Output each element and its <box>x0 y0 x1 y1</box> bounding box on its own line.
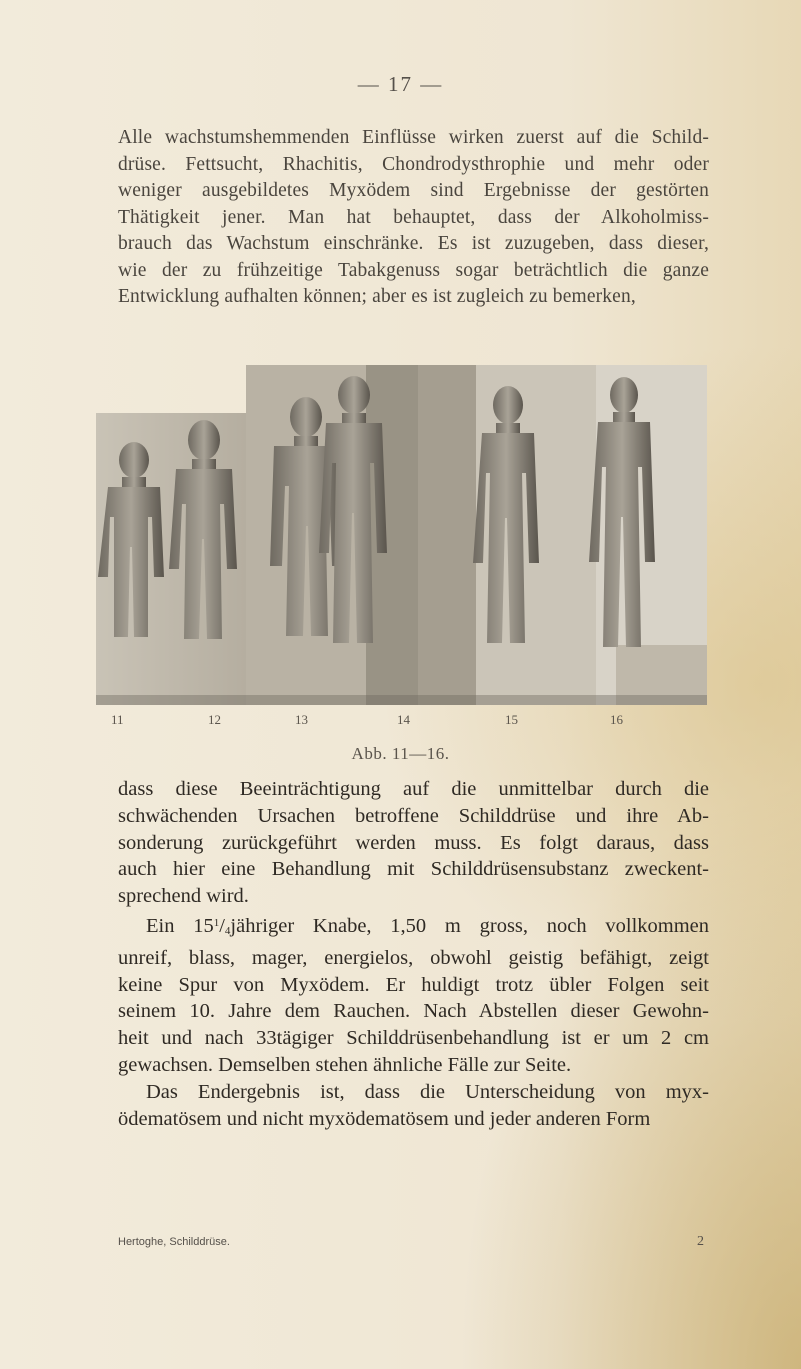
top-paragraph-line: wie der zu frühzeitige Tabakgenuss sogar beträchtlich die ganze <box>118 259 709 281</box>
paragraph-2-line: keine Spur von Myxödem. Er huldigt trotz übler Folgen seit <box>118 973 709 996</box>
bottom-paragraph-1-line: dass diese Beeinträchtigung auf die unmittelbar durch die <box>118 778 709 800</box>
figure-label-13: 13 <box>295 712 308 727</box>
figure-caption: Abb. 11—16. <box>351 744 450 763</box>
paragraph-3 <box>118 1079 709 1133</box>
page-footer <box>118 1236 704 1248</box>
figure-label-12: 12 <box>208 712 221 727</box>
paragraph-2-line: gewachsen. Demselben stehen ähnliche Fälle zur Seite. <box>118 1053 572 1076</box>
footer-source: Hertoghe, Schilddrüse. <box>118 1236 230 1248</box>
page-number: — 17 — <box>357 72 444 96</box>
bottom-paragraph-1-line: auch hier eine Behandlung mit Schilddrüsensubstanz zweckent- <box>118 858 709 881</box>
paragraph-2-line: heit und nach 33tägiger Schilddrüsenbehandlung ist er um 2 cm <box>118 1027 709 1050</box>
top-paragraph-line: brauch das Wachstum einschränke. Es ist zuzugeben, dass dieser, <box>118 233 709 254</box>
signature-mark: 2 <box>697 1234 704 1249</box>
paragraph-2-line-1: Ein $15^1/_4jähriger$ Knabe, 1,50 m gross, noch vollkommen <box>146 914 709 937</box>
figure-label-11: 11 <box>111 712 124 727</box>
bottom-paragraph-1-line: schwächenden Ursachen betroffene Schilddrüse und ihre Ab- <box>118 804 709 827</box>
paragraph-2 <box>118 910 709 1079</box>
top-paragraph-line: Thätigkeit jener. Man hat behauptet, dass der Alkoholmiss- <box>118 206 709 228</box>
bottom-paragraph-1-line: sonderung zurückgeführt werden muss. Es folgt daraus, dass <box>118 831 709 854</box>
figure-numbers <box>96 712 707 732</box>
top-paragraph-line: weniger ausgebildetes Myxödem sind Ergebnisse der gestörten <box>118 180 709 201</box>
photo-plate <box>96 365 707 705</box>
top-paragraph-line: drüse. Fettsucht, Rhachitis, Chondrodysthrophie und mehr oder <box>118 153 709 175</box>
figure-label-14: 14 <box>397 712 410 727</box>
figure-label-16: 16 <box>610 712 623 727</box>
paragraph-1 <box>118 776 709 910</box>
figure-photographs <box>96 365 707 705</box>
bottom-paragraph-1-line: sprechend wird. <box>118 885 249 908</box>
top-paragraph-line: Alle wachstumshemmenden Einflüsse wirken zuerst auf die Schild- <box>118 127 709 148</box>
bottom-text <box>118 776 709 1132</box>
bottom-paragraph-3-line: ödematösem und nicht myxödematösem und jeder anderen Form <box>118 1107 651 1130</box>
paragraph-2-line: seinem 10. Jahre dem Rauchen. Nach Abstellen dieser Gewohn- <box>118 1000 709 1023</box>
paragraph-2-line: unreif, blass, mager, energielos, obwohl geistig befähigt, zeigt <box>118 946 709 969</box>
bottom-paragraph-3-line: Das Endergebnis ist, dass die Unterscheidung von myx- <box>146 1080 709 1103</box>
top-paragraph-line: Entwicklung aufhalten können; aber es ist zugleich zu bemerken, <box>118 286 636 307</box>
top-paragraph <box>118 125 709 311</box>
figure-label-15: 15 <box>505 712 518 727</box>
